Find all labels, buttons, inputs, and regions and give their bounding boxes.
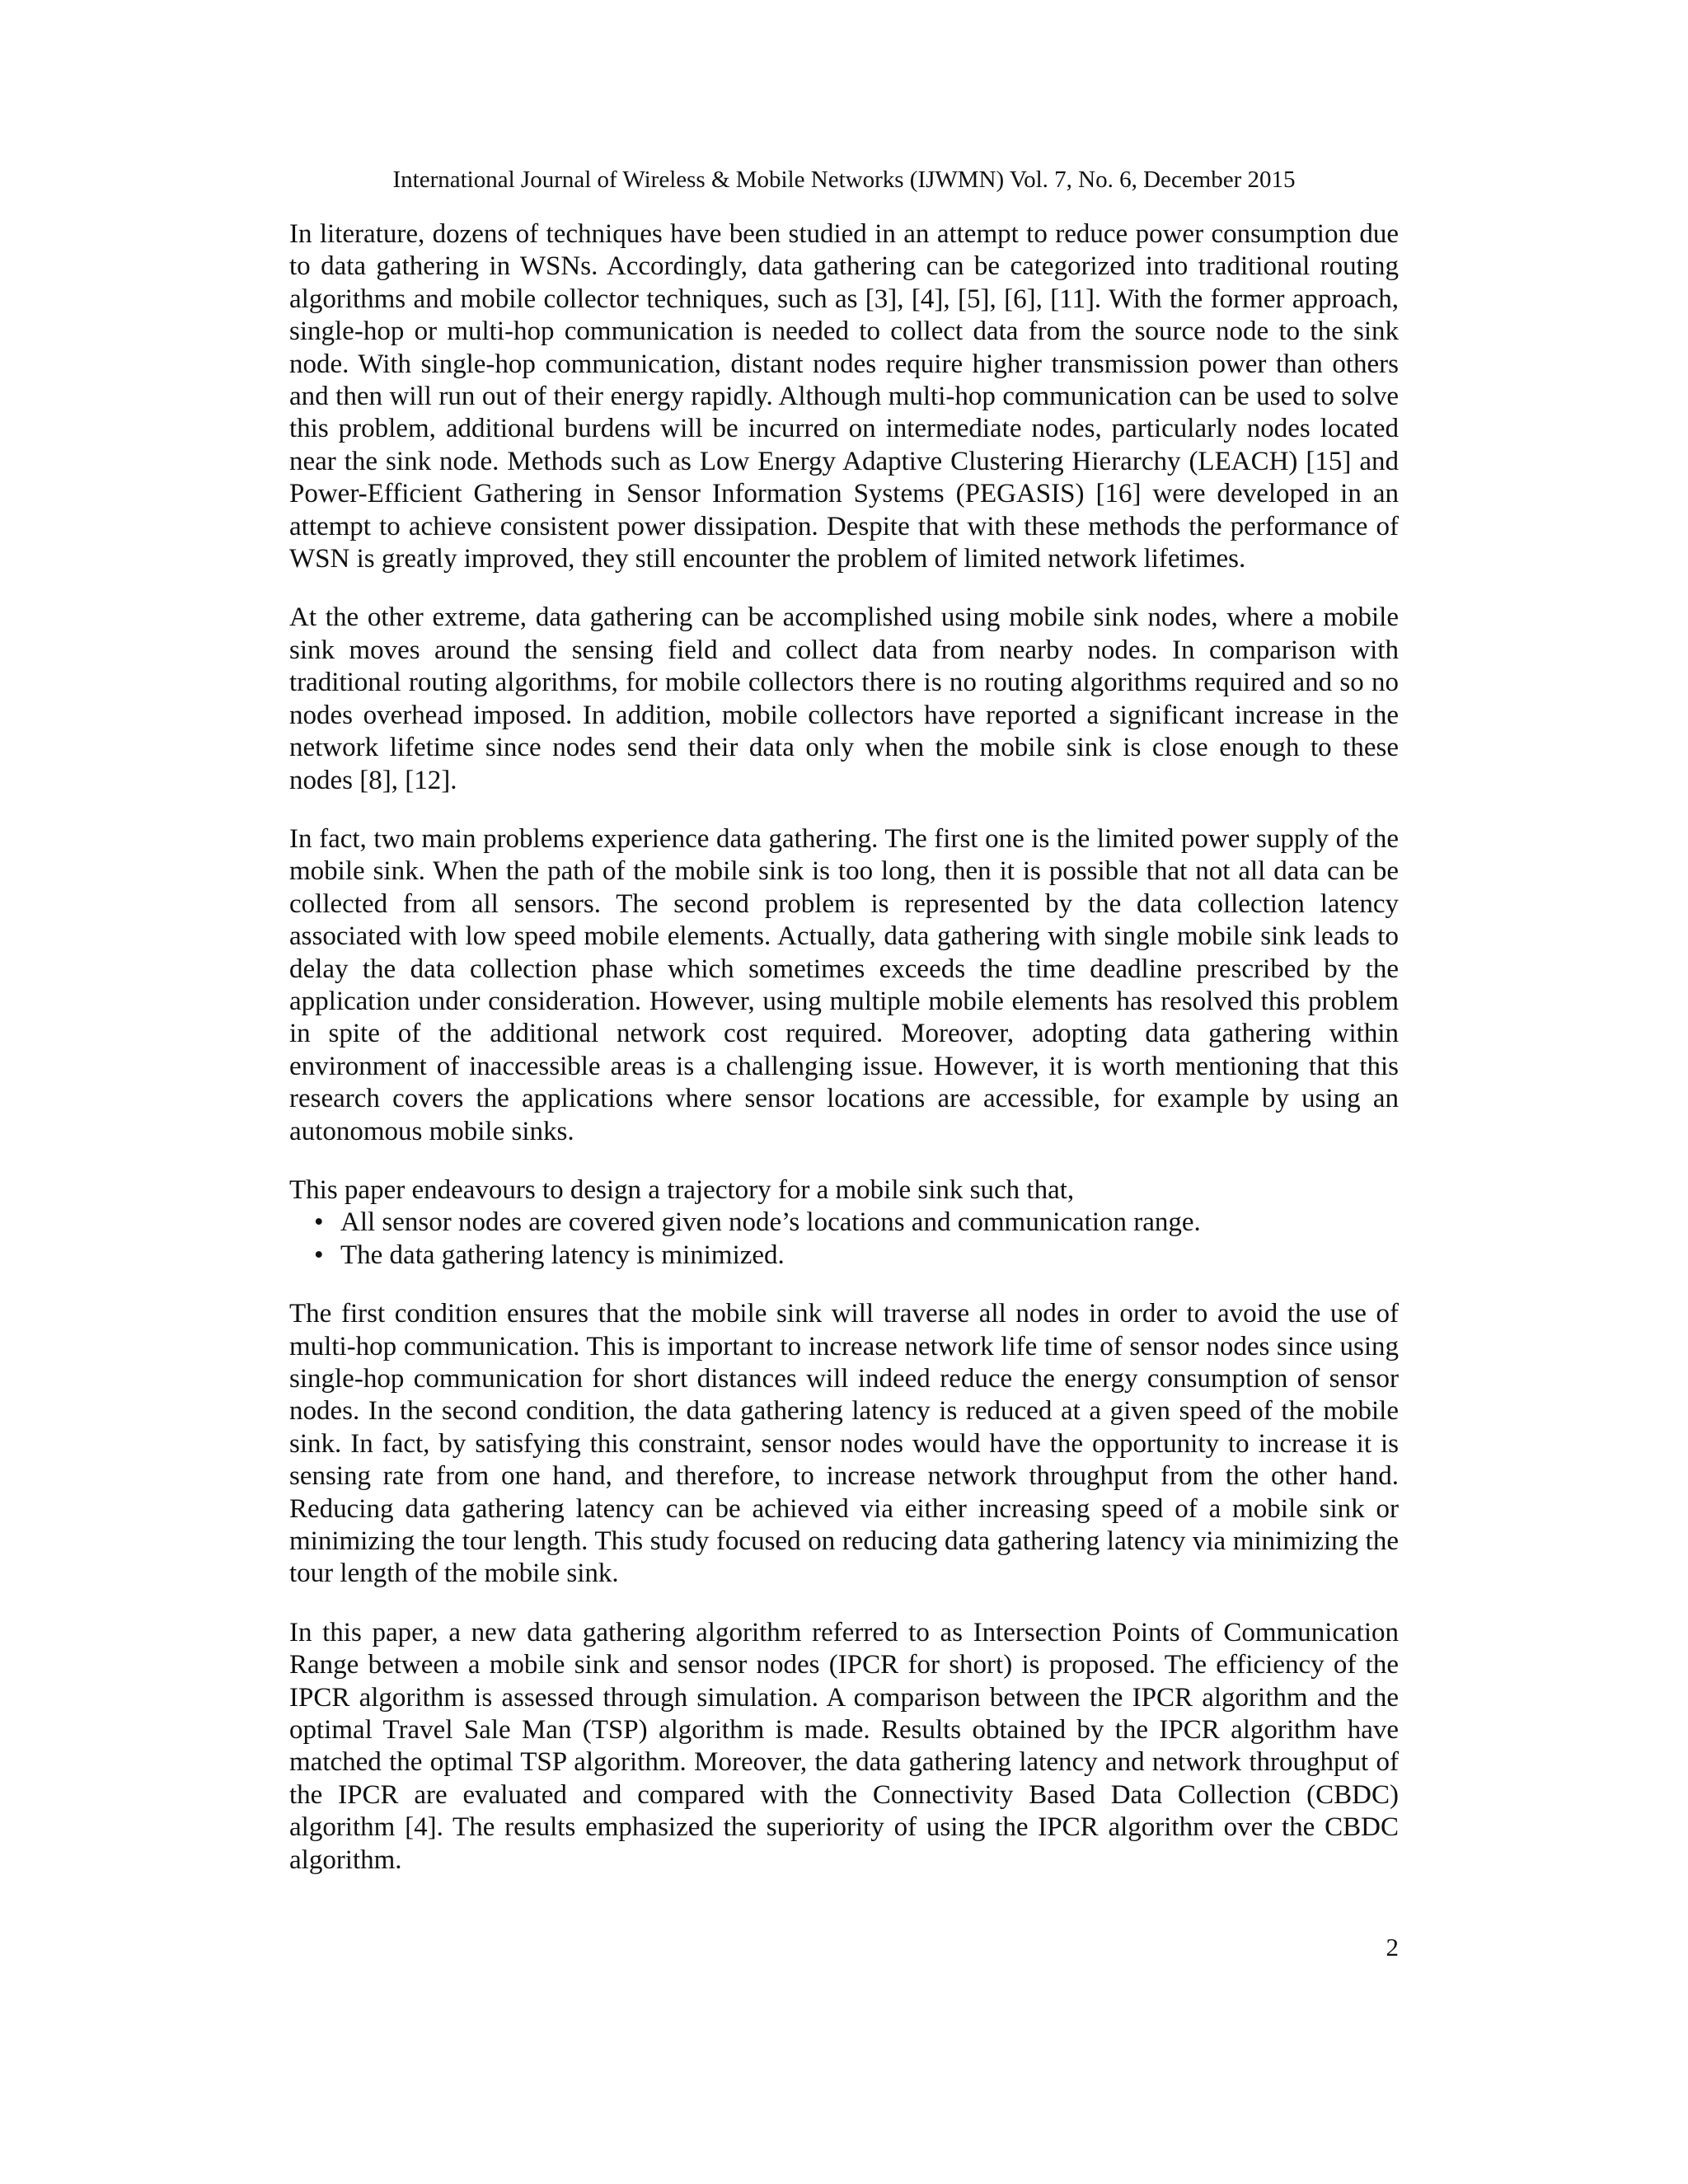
list-item-text: The data gathering latency is minimized. <box>340 1240 785 1270</box>
body-text <box>289 218 1399 1903</box>
paragraph-contribution: In this paper, a new data gathering algorithm referred to as Intersection Points of Communication Range between a mobile sink and sensor nodes (IPCR for short) is proposed. The efficiency of the IPCR algorithm is assessed through simulation. A comparison between the IPCR algorithm and the optimal Travel Sale Man (TSP) algorithm is made. Results obtained by the IPCR algorithm have matched the optimal TSP algorithm. Moreover, the data gathering latency and network throughput of the IPCR are evaluated and compared with the Connectivity Based Data Collection (CBDC) algorithm [4]. The results emphasized the superiority of using the IPCR algorithm over the CBDC algorithm. <box>289 1617 1399 1875</box>
paragraph-conditions: The first condition ensures that the mobile sink will traverse all nodes in order to avoid the use of multi-hop communication. This is important to increase network life time of sensor nodes since using single-hop communication for short distances will indeed reduce the energy consumption of sensor nodes. In the second condition, the data gathering latency is reduced at a given speed of the mobile sink. In fact, by satisfying this constraint, sensor nodes would have the opportunity to increase it is sensing rate from one hand, and therefore, to increase network throughput from the other hand. Reducing data gathering latency can be achieved via either increasing speed of a mobile sink or minimizing the tour length. This study focused on reducing data gathering latency via minimizing the tour length of the mobile sink. <box>289 1299 1399 1589</box>
page-number: 2 <box>1386 1933 1399 1961</box>
bullet-icon: • <box>314 1240 324 1270</box>
list-item <box>289 1240 1399 1272</box>
running-header: International Journal of Wireless & Mobile Networks (IJWMN) Vol. 7, No. 6, December 2015 <box>392 166 1296 193</box>
list-item <box>289 1207 1399 1239</box>
list-item-text: All sensor nodes are covered given node’s locations and communication range. <box>340 1207 1201 1238</box>
paragraph-objective-intro: This paper endeavours to design a trajectory for a mobile sink such that, <box>289 1174 1075 1205</box>
bullet-icon: • <box>314 1207 324 1238</box>
paragraph-mobile-sink: At the other extreme, data gathering can be accomplished using mobile sink nodes, where a mobile sink moves around the sensing field and collect data from nearby nodes. In comparison with traditional routing algorithms, for mobile collectors there is no routing algorithms required and so no nodes overhead imposed. In addition, mobile collectors have reported a significant increase in the network lifetime since nodes send their data only when the mobile sink is close enough to these nodes [8], [12]. <box>289 602 1399 795</box>
objective-bullet-list <box>289 1207 1399 1272</box>
paragraph-related-work: In literature, dozens of techniques have been studied in an attempt to reduce power consumption due to data gathering in WSNs. Accordingly, data gathering can be categorized into traditional routing algorithms and mobile collector techniques, such as [3], [4], [5], [6], [11]. With the former approach, single-hop or multi-hop communication is needed to collect data from the source node to the sink node. With single-hop communication, distant nodes require higher transmission power than others and then will run out of their energy rapidly. Although multi-hop communication can be used to solve this problem, additional burdens will be incurred on intermediate nodes, particularly nodes located near the sink node. Methods such as Low Energy Adaptive Clustering Hierarchy (LEACH) [15] and Power-Efficient Gathering in Sensor Information Systems (PEGASIS) [16] were developed in an attempt to achieve consistent power dissipation. Despite that with these methods the performance of WSN is greatly improved, they still encounter the problem of limited network lifetimes. <box>289 219 1399 574</box>
paragraph-problems: In fact, two main problems experience data gathering. The first one is the limited power supply of the mobile sink. When the path of the mobile sink is too long, then it is possible that not all data can be collected from all sensors. The second problem is represented by the data collection latency associated with low speed mobile elements. Actually, data gathering with single mobile sink leads to delay the data collection phase which sometimes exceeds the time deadline prescribed by the application under consideration. However, using multiple mobile elements has resolved this problem in spite of the additional network cost required. Moreover, adopting data gathering within environment of inaccessible areas is a challenging issue. However, it is worth mentioning that this research covers the applications where sensor locations are accessible, for example by using an autonomous mobile sinks. <box>289 823 1399 1146</box>
